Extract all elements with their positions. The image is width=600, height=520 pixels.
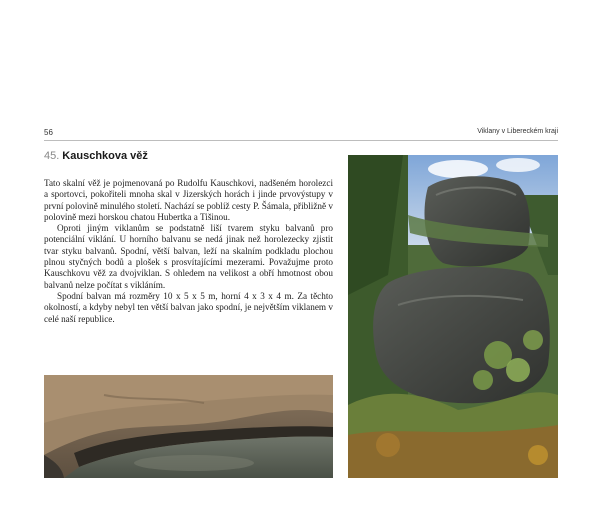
- article-title: Kauschkova věž: [62, 150, 148, 162]
- book-title: Viklany v Libereckém kraji: [477, 128, 558, 135]
- running-head: [44, 128, 558, 140]
- header-rule: [44, 140, 558, 141]
- paragraph-3: Spodní balvan má rozměry 10 x 5 x 5 m, horní 4 x 3 x 4 m. Za těchto okolností, a kdyby nebyl ten větší balvan jako spodní, je největším viklanem v celé naší republice.: [44, 290, 333, 324]
- page-number: 56: [44, 128, 53, 137]
- article-heading: [44, 150, 148, 162]
- paragraph-2: Oproti jiným viklanům se podstatně liší tvarem styku balvanů pro potenciální viklání. U horního balvanu se nedá jinak než horolezecky zjistit tvar styku balvanů. Spodní, větší balvan, leží na skalním podkladu plochou plnou styčných bodů a plošek s prosvítajícími mezerami. Považujme proto Kauschkovu věž za dvojviklan. S ohledem na velikost a obří hmotnost obou balvanů nelze počítat s vikláním.: [44, 223, 333, 290]
- rock-tower-forest-photo: [348, 155, 558, 478]
- article-number: 45.: [44, 150, 60, 162]
- paragraph-1: Tato skalní věž je pojmenovaná po Rudolfu Kauschkovi, nadšeném horolezci a sportovci, pokořiteli mnoha skal v Jizerských horách i jinde prvovýstupy v první polovině minulého století. Nachází se poblíž cesty P. Šámala, přibližně v polovině mezi horskou chatou Hubertka a Tišinou.: [44, 178, 333, 222]
- rock-contact-closeup-photo: [44, 375, 333, 478]
- article-body: [44, 178, 333, 325]
